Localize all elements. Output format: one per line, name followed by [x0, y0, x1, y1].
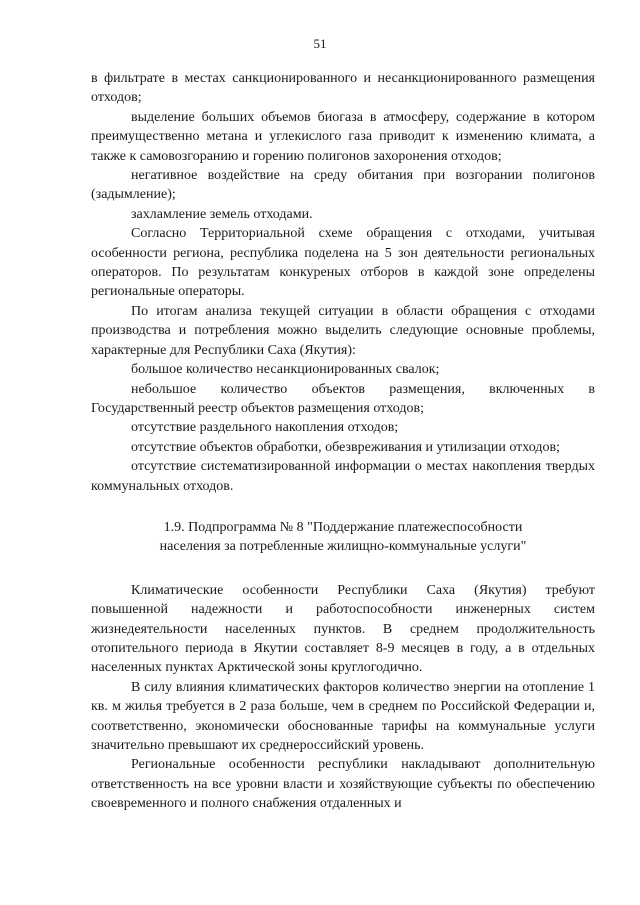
- paragraph: небольшое количество объектов размещения, включенных в Государственный реестр объектов размещения отходов;: [91, 381, 595, 416]
- section-heading-line: 1.9. Подпрограмма № 8 "Поддержание платежеспособности: [163, 519, 523, 535]
- paragraph: захламление земель отходами.: [131, 206, 313, 222]
- paragraph: в фильтрате в местах санкционированного и несанкционированного размещения отходов;: [91, 71, 595, 106]
- page-number: 51: [313, 36, 327, 51]
- paragraph: Климатические особенности Республики Саха (Якутия) требуют повышенной надежности и работоспособности инженерных систем жизнедеятельности населенных пунктов. В среднем продолжительность отопительного периода в Якутии составляет 8-9 месяцев в году, а в отдельных населенных пунктах Арктической зоны круглогодично.: [91, 582, 595, 676]
- section-heading: [91, 518, 595, 557]
- page-content: [91, 69, 595, 814]
- paragraph: отсутствие объектов обработки, обезвреживания и утилизации отходов;: [131, 439, 560, 455]
- paragraph: По итогам анализа текущей ситуации в области обращения с отходами производства и потребления можно выделить следующие основные проблемы, характерные для Республики Саха (Якутия):: [91, 303, 595, 358]
- paragraph: отсутствие систематизированной информации о местах накопления твердых коммунальных отходов.: [91, 459, 595, 494]
- paragraph: Согласно Территориальной схеме обращения с отходами, учитывая особенности региона, республика поделена на 5 зон деятельности региональных операторов. По результатам конкуреных отборов в каждой зоне определены региональные операторы.: [91, 226, 595, 300]
- paragraph: выделение больших объемов биогаза в атмосферу, содержание в котором преимущественно метана и углекислого газа приводит к изменению климата, а также к самовозгоранию и горению полигонов захоронения отходов;: [91, 109, 595, 164]
- paragraph: Региональные особенности республики накладывают дополнительную ответственность на все уровни власти и хозяйствующие субъекты по обеспечению своевременного и полного снабжения отдаленных и: [91, 757, 595, 812]
- paragraph: отсутствие раздельного накопления отходов;: [131, 420, 399, 436]
- paragraph: большое количество несанкционированных свалок;: [131, 362, 440, 378]
- section-heading-line: населения за потребленные жилищно-коммунальные услуги": [159, 539, 527, 555]
- paragraph: В силу влияния климатических факторов количество энергии на отопление 1 кв. м жилья требуется в 2 раза больше, чем в среднем по Российской Федерации и, соответственно, экономически обоснованные тарифы на коммунальные услуги значительно превышают их среднероссийский уровень.: [91, 679, 595, 753]
- paragraph: негативное воздействие на среду обитания при возгорании полигонов (задымление);: [91, 168, 595, 203]
